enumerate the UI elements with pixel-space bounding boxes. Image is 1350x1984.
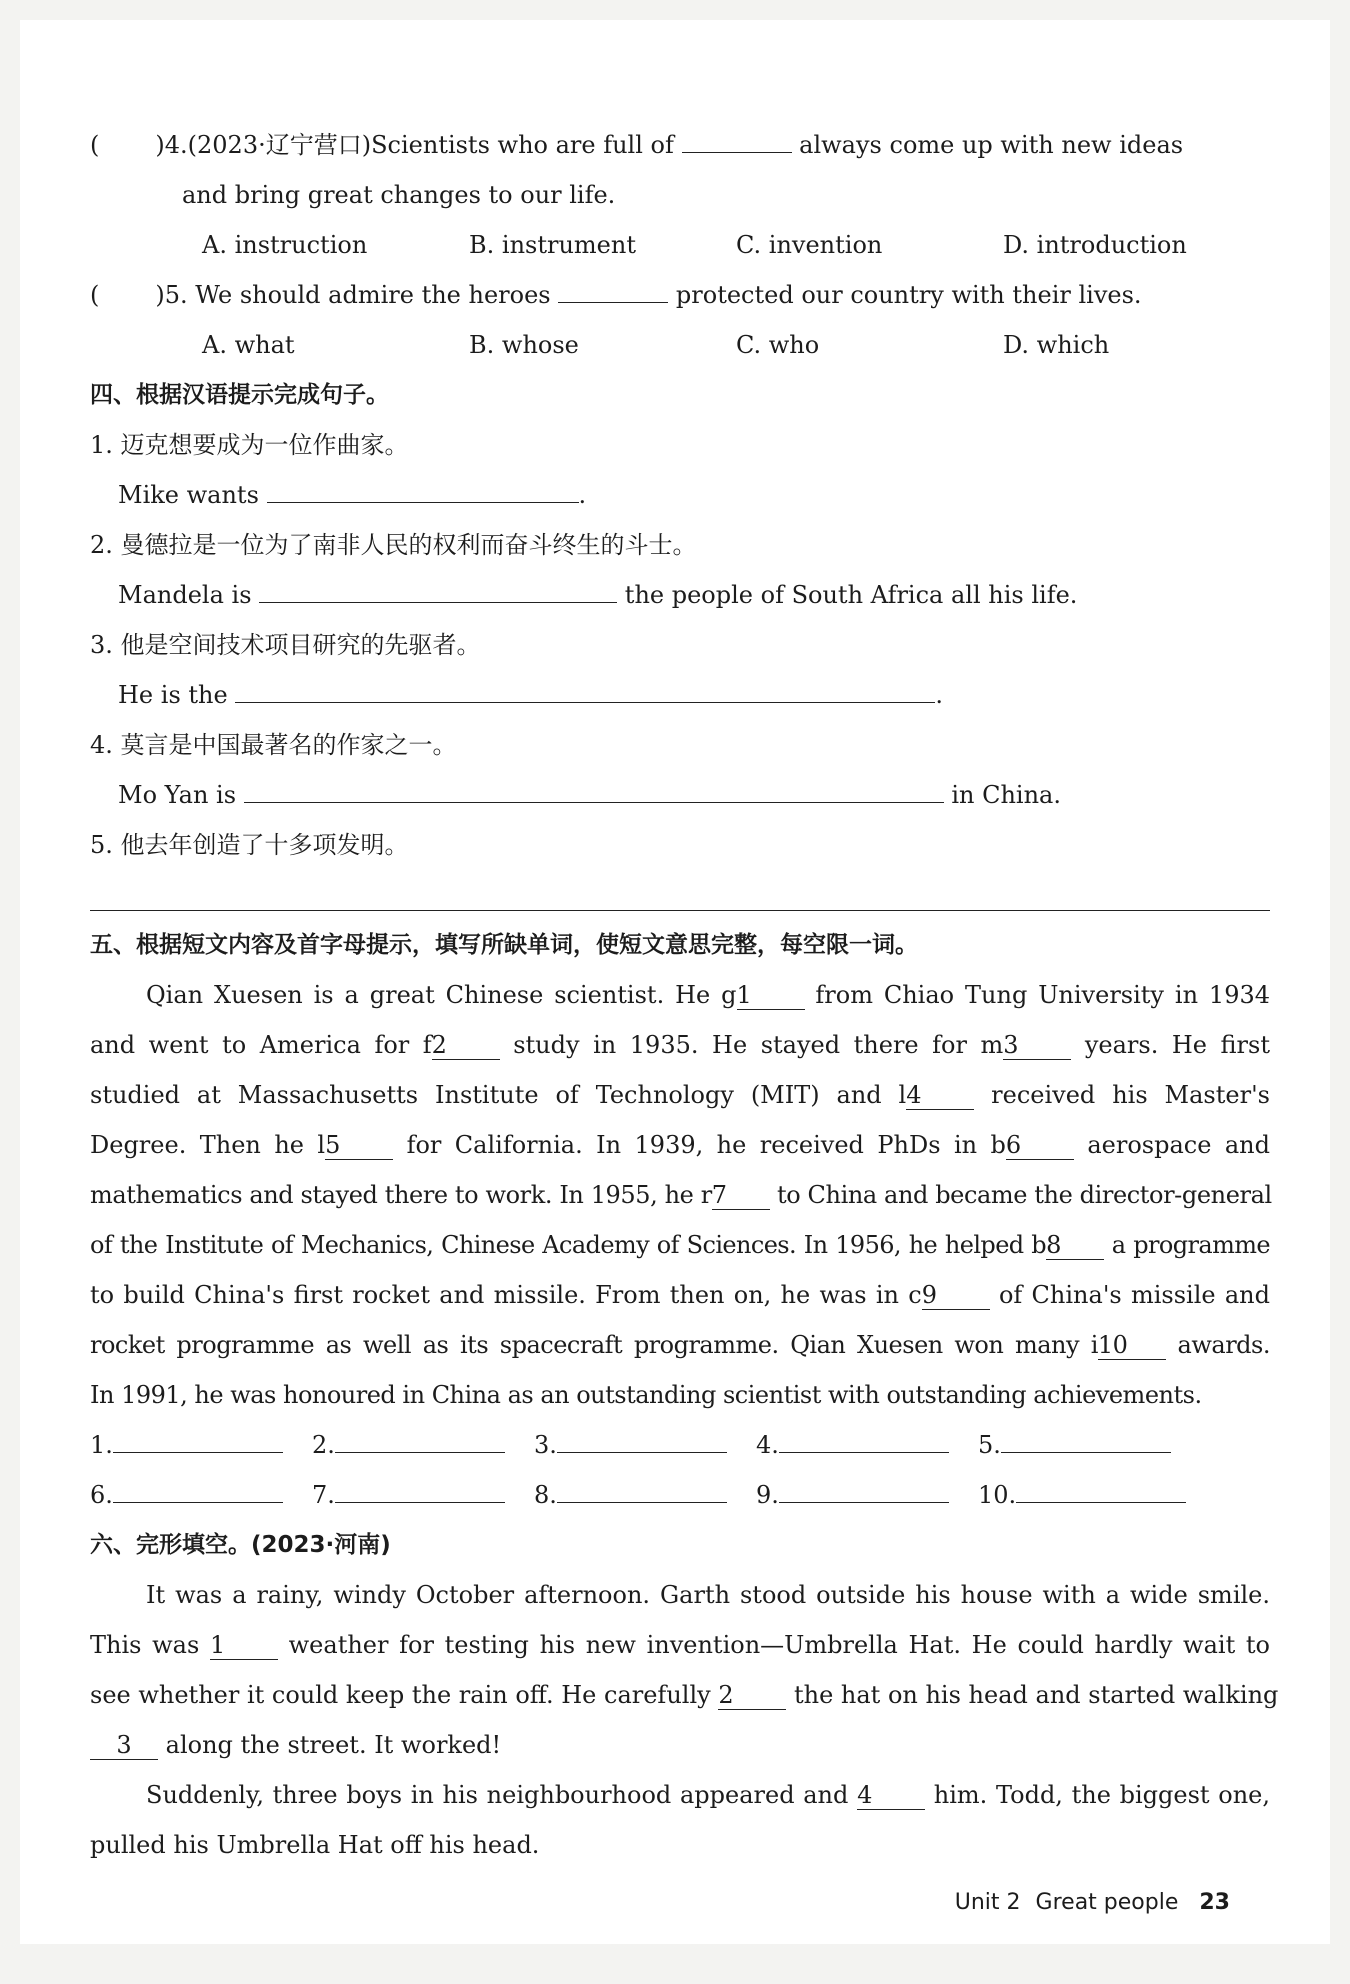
cloze-line (90, 1570, 1270, 1620)
answer-blank[interactable] (779, 1474, 949, 1503)
passage-line (90, 1320, 1270, 1370)
sec4-item-5-en (90, 870, 1270, 920)
passage-line (90, 1120, 1270, 1170)
answer-number: 4. (756, 1431, 779, 1459)
blank[interactable] (558, 274, 668, 303)
answer-slot (312, 1420, 534, 1470)
sentence-end: the people of South Africa all his life. (624, 581, 1078, 609)
answer-row-1 (90, 1420, 1270, 1470)
answer-blank[interactable] (1016, 1474, 1186, 1503)
answer-blank[interactable] (335, 1424, 505, 1453)
answer-number: 10. (978, 1481, 1017, 1509)
sentence-start: He is the (118, 681, 228, 709)
footer-unit: Unit 2 (954, 1890, 1021, 1915)
sentence-start: Mike wants (118, 481, 259, 509)
answer-number: 7. (312, 1481, 335, 1509)
passage-text: to China and became the director-general (777, 1181, 1272, 1209)
page-footer (955, 1890, 1230, 1915)
option-a[interactable]: A. what (202, 331, 295, 359)
answer-slot (756, 1420, 978, 1470)
answer-line[interactable] (235, 674, 935, 703)
cloze-blank-2[interactable]: 2 (718, 1681, 786, 1710)
cloze-blank-4[interactable]: 4 (857, 1781, 925, 1810)
passage-text: from Chiao Tung University in 1934 (815, 981, 1270, 1009)
answer-line[interactable] (244, 774, 944, 803)
option-c[interactable]: C. who (736, 331, 820, 359)
option-b[interactable]: B. whose (469, 331, 579, 359)
blank[interactable] (682, 124, 792, 153)
blank-1[interactable]: 1 (737, 981, 805, 1010)
cloze-line (90, 1770, 1270, 1820)
option-d[interactable]: D. introduction (1003, 231, 1187, 259)
blank-9[interactable]: 9 (922, 1281, 990, 1310)
sentence-start: Mandela is (118, 581, 252, 609)
answer-slot (534, 1470, 756, 1520)
answer-line[interactable] (267, 474, 579, 503)
passage-line (90, 1070, 1270, 1120)
question-text: We should admire the heroes (195, 281, 551, 309)
sentence-end: . (578, 481, 587, 509)
blank-8[interactable]: 8 (1046, 1231, 1104, 1260)
passage-text: aerospace and (1087, 1131, 1270, 1159)
blank-6[interactable]: 6 (1006, 1131, 1074, 1160)
answer-number: 2. (312, 1431, 335, 1459)
answer-paren-open: ( (90, 131, 100, 159)
passage-text: mathematics and stayed there to work. In 1955, he r (90, 1181, 712, 1209)
passage-text: study in 1935. He stayed there for m (513, 1031, 1004, 1059)
answer-number: 6. (90, 1481, 113, 1509)
question-text: protected our country with their lives. (675, 281, 1142, 309)
passage-text: for California. In 1939, he received PhDs in b (406, 1131, 1006, 1159)
answer-slot (534, 1420, 756, 1470)
sec4-item-1-cn: 1. 迈克想要成为一位作曲家。 (90, 431, 409, 459)
sec4-item-2-cn: 2. 曼德拉是一位为了南非人民的权利而奋斗终生的斗士。 (90, 531, 697, 559)
passage-text: This was (90, 1631, 200, 1659)
passage-line (90, 970, 1270, 1020)
question-4-options (90, 220, 1270, 270)
answer-paren-open: ( (90, 281, 100, 309)
question-text: and bring great changes to our life. (182, 181, 616, 209)
passage-line (90, 1020, 1270, 1070)
answer-slot (978, 1420, 1200, 1470)
answer-slot (978, 1470, 1200, 1520)
passage-text: of China's missile and (998, 1281, 1270, 1309)
passage-text: Degree. Then he l (90, 1131, 326, 1159)
answer-blank[interactable] (557, 1474, 727, 1503)
passage-text: awards. (1177, 1331, 1270, 1359)
passage-text: of the Institute of Mechanics, Chinese Academy of Sciences. In 1956, he helped b (90, 1231, 1047, 1259)
question-4-continued (90, 170, 1270, 220)
page-number: 23 (1199, 1890, 1230, 1915)
worksheet-page (20, 20, 1330, 1944)
passage-text: years. He first (1084, 1031, 1270, 1059)
passage-text: pulled his Umbrella Hat off his head. (90, 1831, 540, 1859)
answer-slot (90, 1470, 312, 1520)
passage-text: along the street. It worked! (165, 1731, 502, 1759)
answer-slot (90, 1420, 312, 1470)
question-number: )4. (155, 131, 188, 159)
sec4-item-4-en (90, 770, 1270, 820)
passage-text: a programme (1111, 1231, 1270, 1259)
answer-line[interactable] (259, 574, 617, 603)
answer-number: 3. (534, 1431, 557, 1459)
passage-text: Suddenly, three boys in his neighbourhood appeared and (146, 1781, 849, 1809)
answer-slot (756, 1470, 978, 1520)
sec4-item-3-cn: 3. 他是空间技术项目研究的先驱者。 (90, 631, 481, 659)
blank-7[interactable]: 7 (712, 1181, 770, 1210)
question-text: Scientists who are full of (371, 131, 674, 159)
answer-slot (312, 1470, 534, 1520)
option-b[interactable]: B. instrument (469, 231, 636, 259)
passage-line (90, 1370, 1270, 1420)
cloze-blank-3[interactable]: 3 (90, 1731, 158, 1760)
passage-text: see whether it could keep the rain off. He carefully (90, 1681, 711, 1709)
question-4 (90, 120, 1270, 170)
passage-text: rocket programme as well as its spacecraft programme. Qian Xuesen won many i (90, 1331, 1098, 1359)
blank-5[interactable]: 5 (325, 1131, 393, 1160)
option-a[interactable]: A. instruction (202, 231, 368, 259)
question-text: always come up with new ideas (799, 131, 1184, 159)
answer-blank[interactable] (557, 1424, 727, 1453)
passage-text: and went to America for f (90, 1031, 432, 1059)
blank-10[interactable]: 10 (1098, 1331, 1166, 1360)
passage-text: weather for testing his new invention—Umbrella Hat. He could hardly wait to (288, 1631, 1270, 1659)
cloze-line (90, 1820, 1270, 1870)
blank-3[interactable]: 3 (1003, 1031, 1071, 1060)
sentence-end: in China. (951, 781, 1061, 809)
passage-text: received his Master's (991, 1081, 1270, 1109)
passage-line (90, 1220, 1270, 1270)
answer-row-2 (90, 1470, 1270, 1520)
section-5-title: 五、根据短文内容及首字母提示，填写所缺单词，使短文意思完整，每空限一词。 (90, 932, 918, 958)
passage-line (90, 1170, 1270, 1220)
option-d[interactable]: D. which (1003, 331, 1110, 359)
question-5 (90, 270, 1270, 320)
question-number: )5. (155, 281, 188, 309)
answer-blank[interactable] (113, 1474, 283, 1503)
answer-number: 9. (756, 1481, 779, 1509)
cloze-line (90, 1620, 1270, 1670)
cloze-blank-1[interactable]: 1 (210, 1631, 278, 1660)
question-source: (2023·辽宁营口) (187, 131, 372, 159)
answer-number: 8. (534, 1481, 557, 1509)
blank-2[interactable]: 2 (432, 1031, 500, 1060)
answer-blank[interactable] (113, 1424, 283, 1453)
sentence-start: Mo Yan is (118, 781, 237, 809)
sec4-item-3-en (90, 670, 1270, 720)
section-6-title: 六、完形填空。(2023·河南) (90, 1532, 391, 1558)
passage-text: Qian Xuesen is a great Chinese scientist. He g (146, 981, 737, 1009)
answer-number: 1. (90, 1431, 113, 1459)
answer-blank[interactable] (1001, 1424, 1171, 1453)
passage-line (90, 1270, 1270, 1320)
passage-text: In 1991, he was honoured in China as an outstanding scientist with outstanding achievements. (90, 1381, 1202, 1409)
question-5-options (90, 320, 1270, 370)
cloze-line (90, 1670, 1279, 1720)
sentence-end: . (935, 681, 943, 709)
answer-blank[interactable] (335, 1474, 505, 1503)
sec4-item-5-cn: 5. 他去年创造了十多项发明。 (90, 831, 409, 859)
passage-text: It was a rainy, windy October afternoon. Garth stood outside his house with a wide smile. (146, 1581, 1270, 1609)
sec4-item-1-en (90, 470, 1270, 520)
cloze-line (90, 1720, 1270, 1770)
answer-number: 5. (978, 1431, 1001, 1459)
blank-4[interactable]: 4 (906, 1081, 974, 1110)
passage-text: to build China's first rocket and missile. From then on, he was in c (90, 1281, 922, 1309)
passage-text: the hat on his head and started walking (793, 1681, 1279, 1709)
passage-text: him. Todd, the biggest one, (933, 1781, 1270, 1809)
answer-blank[interactable] (779, 1424, 949, 1453)
passage-text: studied at Massachusetts Institute of Technology (MIT) and l (90, 1081, 907, 1109)
option-c[interactable]: C. invention (736, 231, 883, 259)
worksheet-content (90, 120, 1279, 1870)
answer-line[interactable] (90, 870, 1270, 911)
footer-title: Great people (1035, 1890, 1179, 1915)
sec4-item-4-cn: 4. 莫言是中国最著名的作家之一。 (90, 731, 457, 759)
section-4-title: 四、根据汉语提示完成句子。 (90, 382, 389, 408)
sec4-item-2-en (90, 570, 1270, 620)
